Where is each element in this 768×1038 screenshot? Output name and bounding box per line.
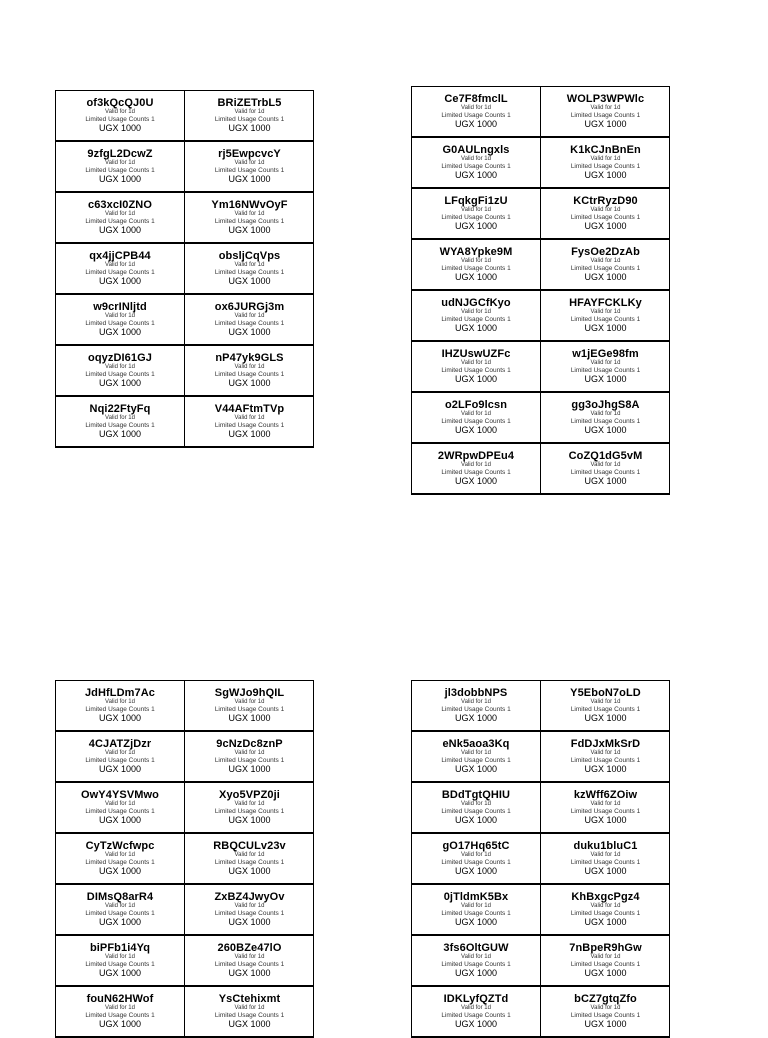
voucher-card <box>56 295 185 346</box>
validity-text: Valid for 1d <box>234 160 265 166</box>
validity-text: Valid for 1d <box>461 360 491 366</box>
validity-text: Valid for 1d <box>105 109 135 115</box>
usage-limit-text: Limited Usage Counts 1 <box>85 320 155 327</box>
voucher-code: Ym16NWvOyF <box>211 199 288 211</box>
price-text: UGX 1000 <box>228 174 271 184</box>
voucher-card <box>185 936 314 987</box>
price-text: UGX 1000 <box>584 713 627 723</box>
price-text: UGX 1000 <box>454 1019 498 1029</box>
voucher-code: IHZUswUZFc <box>441 348 511 360</box>
voucher-card <box>56 987 185 1038</box>
price-text: UGX 1000 <box>584 764 627 774</box>
voucher-code: jl3dobbNPS <box>444 687 508 699</box>
voucher-code: 9zfgL2DcwZ <box>87 148 153 160</box>
price-text: UGX 1000 <box>454 272 498 282</box>
usage-limit-text: Limited Usage Counts 1 <box>441 757 511 764</box>
voucher-code: KhBxgcPgz4 <box>571 891 640 903</box>
validity-text: Valid for 1d <box>461 954 491 960</box>
price-text: UGX 1000 <box>584 917 627 927</box>
voucher-code: 7nBpeR9hGw <box>569 942 642 954</box>
voucher-code: DIMsQ8arR4 <box>86 891 154 903</box>
usage-limit-text: Limited Usage Counts 1 <box>441 808 511 815</box>
validity-text: Valid for 1d <box>590 954 621 960</box>
price-text: UGX 1000 <box>584 476 627 486</box>
voucher-code: biPFb1i4Yq <box>89 942 151 954</box>
validity-text: Valid for 1d <box>234 313 265 319</box>
voucher-card <box>56 142 185 193</box>
price-text: UGX 1000 <box>228 968 271 978</box>
usage-limit-text: Limited Usage Counts 1 <box>570 1012 641 1019</box>
voucher-code: YsCtehixmt <box>218 993 281 1005</box>
validity-text: Valid for 1d <box>461 699 491 705</box>
validity-text: Valid for 1d <box>461 903 491 909</box>
price-text: UGX 1000 <box>98 764 142 774</box>
usage-limit-text: Limited Usage Counts 1 <box>85 422 155 429</box>
usage-limit-text: Limited Usage Counts 1 <box>85 910 155 917</box>
price-text: UGX 1000 <box>584 866 627 876</box>
usage-limit-text: Limited Usage Counts 1 <box>85 706 155 713</box>
validity-text: Valid for 1d <box>590 801 621 807</box>
voucher-code: bCZ7gtqZfo <box>574 993 637 1005</box>
voucher-card <box>56 397 185 448</box>
price-text: UGX 1000 <box>98 327 142 337</box>
usage-limit-text: Limited Usage Counts 1 <box>570 469 641 476</box>
validity-text: Valid for 1d <box>590 750 621 756</box>
usage-limit-text: Limited Usage Counts 1 <box>441 214 511 221</box>
usage-limit-text: Limited Usage Counts 1 <box>214 808 285 815</box>
voucher-card <box>185 732 314 783</box>
usage-limit-text: Limited Usage Counts 1 <box>85 859 155 866</box>
voucher-sheet-top-right <box>411 86 670 495</box>
usage-limit-text: Limited Usage Counts 1 <box>570 418 641 425</box>
voucher-code: WOLP3WPWlc <box>566 93 645 105</box>
voucher-card <box>412 138 541 189</box>
validity-text: Valid for 1d <box>590 699 621 705</box>
voucher-card <box>412 342 541 393</box>
voucher-card <box>412 393 541 444</box>
voucher-sheet-bottom-right <box>411 680 670 1038</box>
voucher-card <box>185 91 314 142</box>
voucher-card <box>56 244 185 295</box>
price-text: UGX 1000 <box>98 1019 142 1029</box>
voucher-code: OwY4YSVMwo <box>80 789 160 801</box>
usage-limit-text: Limited Usage Counts 1 <box>441 367 511 374</box>
voucher-code: rj5EwpcvcY <box>218 148 281 160</box>
validity-text: Valid for 1d <box>105 1005 135 1011</box>
usage-limit-text: Limited Usage Counts 1 <box>570 706 641 713</box>
usage-limit-text: Limited Usage Counts 1 <box>570 859 641 866</box>
validity-text: Valid for 1d <box>234 415 265 421</box>
usage-limit-text: Limited Usage Counts 1 <box>85 808 155 815</box>
voucher-card <box>56 91 185 142</box>
price-text: UGX 1000 <box>454 713 498 723</box>
voucher-card <box>412 87 541 138</box>
voucher-card <box>412 783 541 834</box>
voucher-code: w9crINljtd <box>93 301 147 313</box>
price-text: UGX 1000 <box>584 374 627 384</box>
usage-limit-text: Limited Usage Counts 1 <box>570 265 641 272</box>
voucher-code: qx4jjCPB44 <box>89 250 151 262</box>
voucher-code: RBQCULv23v <box>213 840 286 852</box>
voucher-card <box>412 240 541 291</box>
validity-text: Valid for 1d <box>105 364 135 370</box>
voucher-card <box>56 732 185 783</box>
validity-text: Valid for 1d <box>234 109 265 115</box>
voucher-card <box>185 783 314 834</box>
voucher-code: Xyo5VPZ0ji <box>219 789 280 801</box>
voucher-code: Nqi22FtyFq <box>89 403 151 415</box>
usage-limit-text: Limited Usage Counts 1 <box>214 1012 285 1019</box>
voucher-code: WYA8Ypke9M <box>439 246 513 258</box>
voucher-card <box>412 681 541 732</box>
usage-limit-text: Limited Usage Counts 1 <box>85 961 155 968</box>
voucher-card <box>541 783 670 834</box>
voucher-card <box>541 342 670 393</box>
price-text: UGX 1000 <box>228 866 271 876</box>
price-text: UGX 1000 <box>454 476 498 486</box>
validity-text: Valid for 1d <box>234 852 265 858</box>
price-text: UGX 1000 <box>454 425 498 435</box>
voucher-card <box>541 87 670 138</box>
price-text: UGX 1000 <box>584 425 627 435</box>
voucher-code: SgWJo9hQIL <box>214 687 285 699</box>
voucher-code: CoZQ1dG5vM <box>568 450 643 462</box>
validity-text: Valid for 1d <box>234 750 265 756</box>
voucher-card <box>541 393 670 444</box>
voucher-code: udNJGCfKyo <box>441 297 511 309</box>
validity-text: Valid for 1d <box>105 750 135 756</box>
validity-text: Valid for 1d <box>234 262 265 268</box>
validity-text: Valid for 1d <box>234 211 265 217</box>
usage-limit-text: Limited Usage Counts 1 <box>214 706 285 713</box>
voucher-code: 9cNzDc8znP <box>216 738 283 750</box>
validity-text: Valid for 1d <box>590 309 621 315</box>
voucher-card <box>541 444 670 495</box>
voucher-card <box>56 936 185 987</box>
price-text: UGX 1000 <box>228 917 271 927</box>
voucher-code: LFqkgFi1zU <box>444 195 508 207</box>
voucher-code: 0jTldmK5Bx <box>443 891 509 903</box>
validity-text: Valid for 1d <box>590 852 621 858</box>
usage-limit-text: Limited Usage Counts 1 <box>441 316 511 323</box>
usage-limit-text: Limited Usage Counts 1 <box>441 112 511 119</box>
price-text: UGX 1000 <box>228 815 271 825</box>
price-text: UGX 1000 <box>98 378 142 388</box>
usage-limit-text: Limited Usage Counts 1 <box>441 910 511 917</box>
usage-limit-text: Limited Usage Counts 1 <box>570 214 641 221</box>
usage-limit-text: Limited Usage Counts 1 <box>214 167 285 174</box>
usage-limit-text: Limited Usage Counts 1 <box>570 112 641 119</box>
voucher-card <box>185 346 314 397</box>
price-text: UGX 1000 <box>228 429 271 439</box>
validity-text: Valid for 1d <box>105 954 135 960</box>
voucher-code: Ce7F8fmclL <box>444 93 508 105</box>
voucher-card <box>541 732 670 783</box>
usage-limit-text: Limited Usage Counts 1 <box>214 371 285 378</box>
voucher-card <box>412 987 541 1038</box>
validity-text: Valid for 1d <box>590 207 621 213</box>
voucher-code: HFAYFCKLKy <box>569 297 642 309</box>
voucher-card <box>56 681 185 732</box>
validity-text: Valid for 1d <box>461 1005 491 1011</box>
voucher-card <box>185 193 314 244</box>
usage-limit-text: Limited Usage Counts 1 <box>214 269 285 276</box>
price-text: UGX 1000 <box>584 1019 627 1029</box>
price-text: UGX 1000 <box>584 119 627 129</box>
usage-limit-text: Limited Usage Counts 1 <box>570 757 641 764</box>
voucher-card <box>412 189 541 240</box>
price-text: UGX 1000 <box>98 174 142 184</box>
validity-text: Valid for 1d <box>590 903 621 909</box>
price-text: UGX 1000 <box>228 1019 271 1029</box>
voucher-card <box>412 444 541 495</box>
validity-text: Valid for 1d <box>461 156 491 162</box>
voucher-code: BDdTgtQHIU <box>441 789 511 801</box>
voucher-code: V44AFtmTVp <box>214 403 285 415</box>
price-text: UGX 1000 <box>584 323 627 333</box>
voucher-code: K1kCJnBnEn <box>570 144 641 156</box>
voucher-card <box>541 885 670 936</box>
price-text: UGX 1000 <box>98 276 142 286</box>
voucher-code: JdHfLDm7Ac <box>84 687 156 699</box>
voucher-code: nP47yk9GLS <box>215 352 284 364</box>
price-text: UGX 1000 <box>584 815 627 825</box>
usage-limit-text: Limited Usage Counts 1 <box>85 269 155 276</box>
validity-text: Valid for 1d <box>234 954 265 960</box>
price-text: UGX 1000 <box>454 815 498 825</box>
price-text: UGX 1000 <box>454 170 498 180</box>
validity-text: Valid for 1d <box>234 801 265 807</box>
validity-text: Valid for 1d <box>461 411 491 417</box>
usage-limit-text: Limited Usage Counts 1 <box>214 757 285 764</box>
voucher-code: kzWff6ZOiw <box>573 789 638 801</box>
voucher-card <box>56 783 185 834</box>
usage-limit-text: Limited Usage Counts 1 <box>441 265 511 272</box>
validity-text: Valid for 1d <box>590 1005 621 1011</box>
usage-limit-text: Limited Usage Counts 1 <box>570 367 641 374</box>
validity-text: Valid for 1d <box>105 160 135 166</box>
usage-limit-text: Limited Usage Counts 1 <box>441 961 511 968</box>
usage-limit-text: Limited Usage Counts 1 <box>85 371 155 378</box>
validity-text: Valid for 1d <box>461 801 491 807</box>
price-text: UGX 1000 <box>454 866 498 876</box>
voucher-code: ox6JURGj3m <box>214 301 285 313</box>
voucher-code: 4CJATZjDzr <box>88 738 152 750</box>
validity-text: Valid for 1d <box>461 105 491 111</box>
price-text: UGX 1000 <box>454 917 498 927</box>
usage-limit-text: Limited Usage Counts 1 <box>214 218 285 225</box>
voucher-code: c63xcI0ZNO <box>88 199 152 211</box>
voucher-card <box>412 936 541 987</box>
usage-limit-text: Limited Usage Counts 1 <box>214 859 285 866</box>
voucher-code: 2WRpwDPEu4 <box>437 450 515 462</box>
validity-text: Valid for 1d <box>105 801 135 807</box>
usage-limit-text: Limited Usage Counts 1 <box>214 422 285 429</box>
voucher-code: IDKLyfQZTd <box>443 993 509 1005</box>
voucher-card <box>185 885 314 936</box>
price-text: UGX 1000 <box>454 119 498 129</box>
validity-text: Valid for 1d <box>105 211 135 217</box>
validity-text: Valid for 1d <box>105 852 135 858</box>
price-text: UGX 1000 <box>98 123 142 133</box>
voucher-card <box>412 885 541 936</box>
voucher-code: KCtrRyzD90 <box>573 195 638 207</box>
voucher-card <box>541 291 670 342</box>
price-text: UGX 1000 <box>228 713 271 723</box>
voucher-card <box>541 987 670 1038</box>
validity-text: Valid for 1d <box>234 903 265 909</box>
voucher-code: of3kQcQJ0U <box>86 97 154 109</box>
usage-limit-text: Limited Usage Counts 1 <box>214 116 285 123</box>
validity-text: Valid for 1d <box>105 313 135 319</box>
usage-limit-text: Limited Usage Counts 1 <box>441 418 511 425</box>
price-text: UGX 1000 <box>228 764 271 774</box>
validity-text: Valid for 1d <box>461 258 491 264</box>
validity-text: Valid for 1d <box>461 852 491 858</box>
price-text: UGX 1000 <box>454 764 498 774</box>
voucher-code: 3fs6OltGUW <box>443 942 509 954</box>
price-text: UGX 1000 <box>454 374 498 384</box>
voucher-code: CyTzWcfwpc <box>85 840 155 852</box>
voucher-card <box>56 834 185 885</box>
usage-limit-text: Limited Usage Counts 1 <box>214 961 285 968</box>
validity-text: Valid for 1d <box>461 207 491 213</box>
usage-limit-text: Limited Usage Counts 1 <box>441 706 511 713</box>
validity-text: Valid for 1d <box>461 309 491 315</box>
validity-text: Valid for 1d <box>105 903 135 909</box>
voucher-code: FdDJxMkSrD <box>570 738 641 750</box>
validity-text: Valid for 1d <box>590 105 621 111</box>
validity-text: Valid for 1d <box>461 462 491 468</box>
validity-text: Valid for 1d <box>234 364 265 370</box>
voucher-code: duku1bluC1 <box>573 840 638 852</box>
voucher-card <box>412 732 541 783</box>
voucher-sheet-top-left <box>55 90 314 448</box>
voucher-code: gg3oJhgS8A <box>571 399 640 411</box>
voucher-code: 260BZe47lO <box>217 942 282 954</box>
validity-text: Valid for 1d <box>461 750 491 756</box>
voucher-card <box>185 681 314 732</box>
validity-text: Valid for 1d <box>234 699 265 705</box>
voucher-card <box>541 834 670 885</box>
voucher-code: FysOe2DzAb <box>571 246 640 258</box>
voucher-sheet-bottom-left <box>55 680 314 1038</box>
voucher-code: Y5EboN7oLD <box>570 687 641 699</box>
voucher-code: fouN62HWof <box>86 993 154 1005</box>
usage-limit-text: Limited Usage Counts 1 <box>441 859 511 866</box>
usage-limit-text: Limited Usage Counts 1 <box>570 910 641 917</box>
voucher-card <box>56 346 185 397</box>
price-text: UGX 1000 <box>584 968 627 978</box>
voucher-card <box>56 885 185 936</box>
voucher-code: BRiZETrbL5 <box>217 97 282 109</box>
voucher-card <box>56 193 185 244</box>
usage-limit-text: Limited Usage Counts 1 <box>85 1012 155 1019</box>
usage-limit-text: Limited Usage Counts 1 <box>570 316 641 323</box>
validity-text: Valid for 1d <box>590 156 621 162</box>
usage-limit-text: Limited Usage Counts 1 <box>85 218 155 225</box>
validity-text: Valid for 1d <box>105 415 135 421</box>
voucher-code: oqyzDI61GJ <box>88 352 152 364</box>
voucher-card <box>185 295 314 346</box>
validity-text: Valid for 1d <box>590 462 621 468</box>
voucher-code: o2LFo9lcsn <box>444 399 508 411</box>
voucher-code: G0AULngxls <box>442 144 510 156</box>
voucher-card <box>541 936 670 987</box>
usage-limit-text: Limited Usage Counts 1 <box>214 320 285 327</box>
voucher-card <box>185 142 314 193</box>
price-text: UGX 1000 <box>454 221 498 231</box>
validity-text: Valid for 1d <box>105 699 135 705</box>
voucher-code: ZxBZ4JwyOv <box>214 891 285 903</box>
voucher-card <box>412 291 541 342</box>
price-text: UGX 1000 <box>98 968 142 978</box>
usage-limit-text: Limited Usage Counts 1 <box>85 116 155 123</box>
voucher-card <box>185 244 314 295</box>
validity-text: Valid for 1d <box>590 360 621 366</box>
voucher-code: obsljCqVps <box>218 250 281 262</box>
voucher-card <box>541 189 670 240</box>
voucher-card <box>185 834 314 885</box>
usage-limit-text: Limited Usage Counts 1 <box>214 910 285 917</box>
voucher-card <box>185 397 314 448</box>
usage-limit-text: Limited Usage Counts 1 <box>570 961 641 968</box>
price-text: UGX 1000 <box>98 225 142 235</box>
price-text: UGX 1000 <box>98 866 142 876</box>
price-text: UGX 1000 <box>98 815 142 825</box>
usage-limit-text: Limited Usage Counts 1 <box>441 469 511 476</box>
price-text: UGX 1000 <box>584 170 627 180</box>
voucher-card <box>185 987 314 1038</box>
usage-limit-text: Limited Usage Counts 1 <box>85 757 155 764</box>
price-text: UGX 1000 <box>228 225 271 235</box>
price-text: UGX 1000 <box>228 276 271 286</box>
price-text: UGX 1000 <box>454 323 498 333</box>
validity-text: Valid for 1d <box>105 262 135 268</box>
validity-text: Valid for 1d <box>590 258 621 264</box>
usage-limit-text: Limited Usage Counts 1 <box>441 163 511 170</box>
price-text: UGX 1000 <box>228 123 271 133</box>
price-text: UGX 1000 <box>228 327 271 337</box>
voucher-code: gO17Hq65tC <box>442 840 510 852</box>
validity-text: Valid for 1d <box>590 411 621 417</box>
voucher-card <box>412 834 541 885</box>
validity-text: Valid for 1d <box>234 1005 265 1011</box>
voucher-card <box>541 681 670 732</box>
price-text: UGX 1000 <box>584 272 627 282</box>
price-text: UGX 1000 <box>98 917 142 927</box>
usage-limit-text: Limited Usage Counts 1 <box>85 167 155 174</box>
price-text: UGX 1000 <box>454 968 498 978</box>
voucher-code: w1jEGe98fm <box>572 348 639 360</box>
usage-limit-text: Limited Usage Counts 1 <box>570 163 641 170</box>
price-text: UGX 1000 <box>228 378 271 388</box>
price-text: UGX 1000 <box>98 713 142 723</box>
price-text: UGX 1000 <box>584 221 627 231</box>
usage-limit-text: Limited Usage Counts 1 <box>441 1012 511 1019</box>
voucher-card <box>541 240 670 291</box>
usage-limit-text: Limited Usage Counts 1 <box>570 808 641 815</box>
price-text: UGX 1000 <box>98 429 142 439</box>
voucher-code: eNk5aoa3Kq <box>442 738 510 750</box>
voucher-card <box>541 138 670 189</box>
